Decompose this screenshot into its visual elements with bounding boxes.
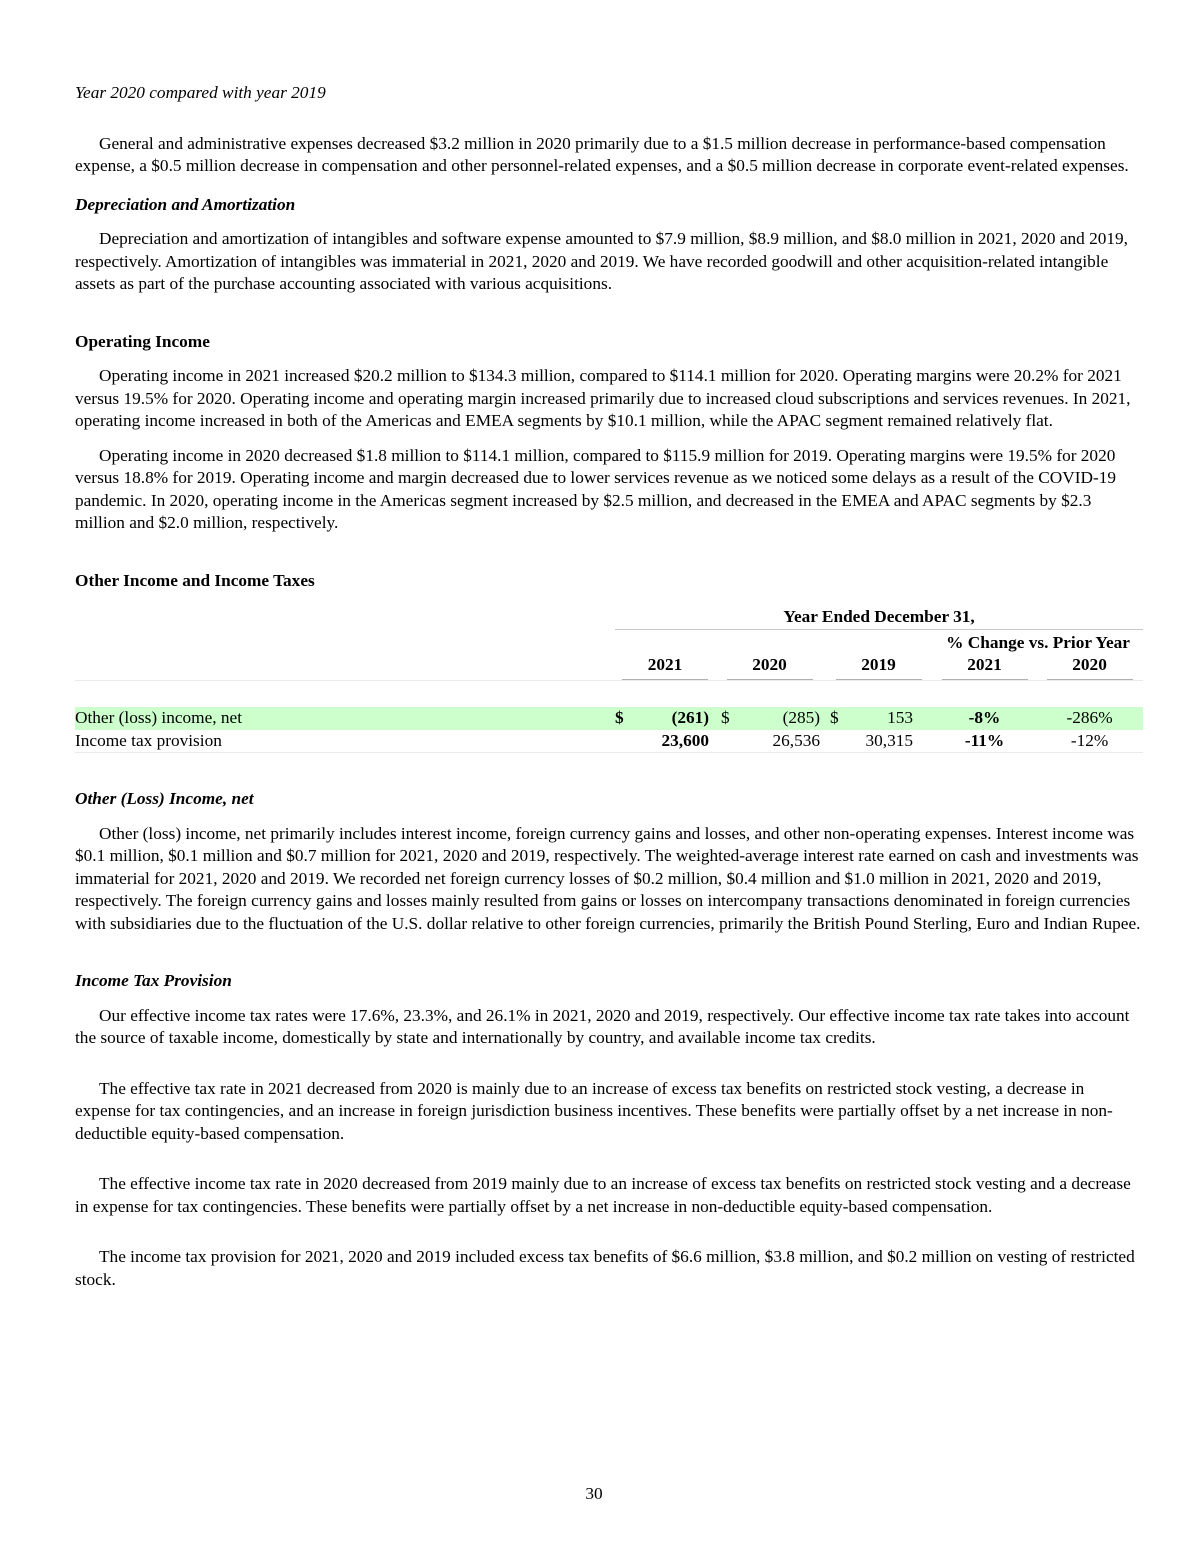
table-row — [75, 707, 1143, 730]
itp-paragraph-4: The income tax provision for 2021, 2020 and 2019 included excess tax benefits of $6.6 million, $3.8 million, and $0.2 million on vesting of restricted stock. — [75, 1247, 1135, 1289]
oit-heading: Other Income and Income Taxes — [75, 570, 315, 590]
da-heading: Depreciation and Amortization — [75, 194, 296, 214]
other-income-taxes-table — [75, 606, 1143, 755]
pct-2021: -8% — [933, 707, 1036, 730]
oi-paragraph-2: Operating income in 2020 decreased $1.8 million to $114.1 million, compared to $115.9 million for 2019. Operating margins were 19.5% for 2020 versus 18.8% for 2019. Operating income and margin decreased due to lower services revenue as we noticed some delays as a result of the COVID-19 pandemic. In 2020, operating income in the Americas segment increased by $2.5 million, and decreased in the EMEA and APAC segments by $2.3 million and $2.0 million, respectively. — [75, 445, 1117, 532]
yoy-heading: Year 2020 compared with year 2019 — [75, 83, 326, 102]
year-ended-header: Year Ended December 31, — [615, 606, 1143, 629]
pct-2021: -11% — [964, 730, 1005, 750]
year-header-2019: 2019 — [824, 654, 933, 681]
da-paragraph: Depreciation and amortization of intangibles and software expense amounted to $7.9 million, $8.9 million, and $8.0 million in 2021, 2020 and 2019, respectively. Amortization of intangibles was immaterial in 2021, 2020 and 2019. We have recorded goodwill and other acquisition-related intangible assets as part of the purchase accounting associated with various acquisitions. — [75, 229, 1129, 293]
table-row — [75, 730, 1143, 753]
pct-2020: -12% — [1070, 730, 1109, 750]
dollar-sign: $ — [715, 707, 735, 730]
value-2021: (261) — [631, 707, 715, 730]
value-2020: 26,536 — [772, 730, 820, 750]
oln-heading: Other (Loss) Income, net — [75, 789, 254, 808]
year-header-2021: 2021 — [615, 654, 715, 681]
year-header-2020: 2020 — [715, 654, 824, 681]
itp-paragraph-3: The effective income tax rate in 2020 decreased from 2019 mainly due to an increase of excess tax benefits on restricted stock vesting and a decrease in expense for tax contingencies. These benefits were partially offset by a net increase in non-deductible equity-based compensation. — [75, 1174, 1131, 1216]
ga-paragraph: General and administrative expenses decreased $3.2 million in 2020 primarily due to a $1.5 million decrease in performance-based compensation expense, a $0.5 million decrease in compensation and other personnel-related expenses, and a $0.5 million decrease in corporate event-related expenses. — [75, 133, 1129, 175]
row-label: Income tax provision — [75, 730, 222, 750]
page-number: 30 — [585, 1484, 603, 1503]
itp-paragraph-1: Our effective income tax rates were 17.6%, 23.3%, and 26.1% in 2021, 2020 and 2019, respectively. Our effective income tax rate takes into account the source of taxable income, domestically by state and internationally by country, and available income tax credits. — [75, 1005, 1130, 1047]
document-page — [75, 82, 1143, 1291]
value-2019: 30,315 — [865, 730, 913, 750]
oi-paragraph-1: Operating income in 2021 increased $20.2 million to $134.3 million, compared to $114.1 million for 2020. Operating margins were 20.2% for 2021 versus 19.5% for 2020. Operating income and operating margin increased primarily due to increased cloud subscriptions and services revenues. In 2021, operating income increased in both of the Americas and EMEA segments by $10.1 million, while the APAC segment remained relatively flat. — [75, 366, 1131, 430]
pct-change-header: % Change vs. Prior Year — [946, 632, 1130, 652]
value-2019: 153 — [844, 707, 933, 730]
pct-year-header-2021: 2021 — [933, 654, 1036, 681]
oi-heading: Operating Income — [75, 331, 210, 351]
oln-paragraph: Other (loss) income, net primarily includes interest income, foreign currency gains and losses, and other non-operating expenses. Interest income was $0.1 million, $0.1 million and $0.7 million for 2021, 2020 and 2019, respectively. The weighted-average interest rate earned on cash and investments was immaterial for 2021, 2020 and 2019. We recorded net foreign currency losses of $0.2 million, $0.4 million and $1.0 million in 2021, 2020 and 2019, respectively. The foreign currency gains and losses mainly resulted from gains or losses on intercompany transactions denominated in foreign currencies with subsidiaries due to the fluctuation of the U.S. dollar relative to other foreign currencies, primarily the British Pound Sterling, Euro and Indian Rupee. — [75, 823, 1141, 933]
dollar-sign: $ — [824, 707, 844, 730]
pct-2020: -286% — [1036, 707, 1143, 730]
value-2020: (285) — [735, 707, 824, 730]
row-label: Other (loss) income, net — [75, 707, 615, 730]
dollar-sign: $ — [615, 707, 631, 730]
pct-year-header-2020: 2020 — [1036, 654, 1143, 681]
value-2021: 23,600 — [661, 730, 709, 750]
itp-paragraph-2: The effective tax rate in 2021 decreased from 2020 is mainly due to an increase of excess tax benefits on restricted stock vesting, a decrease in expense for tax contingencies, and an increase in foreign jurisdiction business incentives. These benefits were partially offset by a net increase in non-deductible equity-based compensation. — [75, 1078, 1113, 1143]
itp-heading: Income Tax Provision — [75, 971, 232, 990]
